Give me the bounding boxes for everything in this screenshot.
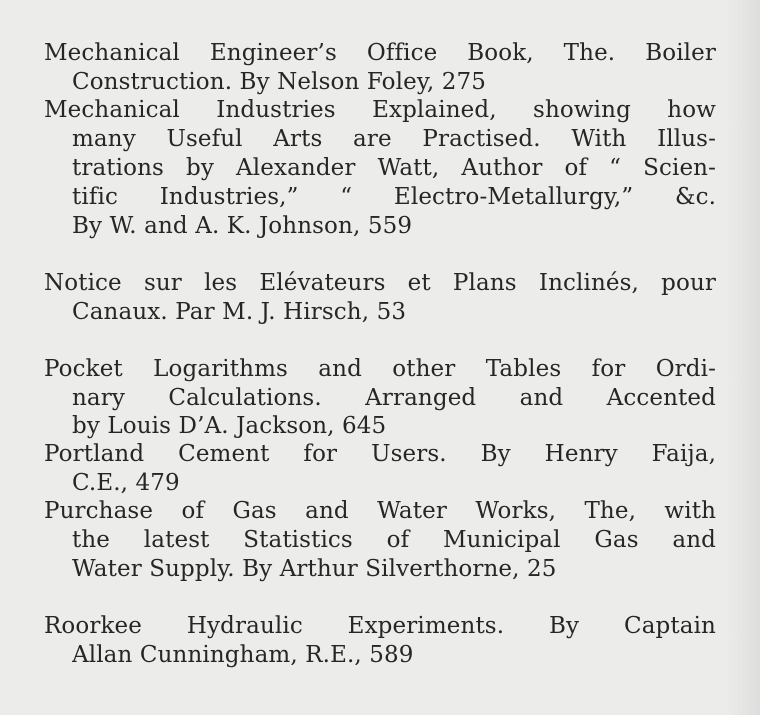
entry-line: by Louis D’A. Jackson, 645 — [72, 413, 387, 439]
entry-line: Canaux. Par M. J. Hirsch, 53 — [72, 299, 407, 325]
entry-line: Roorkee Hydraulic Experiments. By Captain — [44, 613, 716, 639]
entry-line: Construction. By Nelson Foley, 275 — [72, 69, 487, 95]
entry-line: nary Calculations. Arranged and Accented — [72, 385, 716, 411]
entry-line: Pocket Logarithms and other Tables for Ordi- — [44, 356, 716, 382]
entry-line: By W. and A. K. Johnson, 559 — [72, 213, 413, 239]
entry-line: Mechanical Engineer’s Office Book, The. Boiler — [44, 40, 716, 66]
page-edge-shadow — [726, 0, 760, 715]
entry-line: many Useful Arts are Practised. With Illus- — [72, 126, 716, 152]
entry-line: tific Industries,” “ Electro-Metallurgy,” &c. — [72, 184, 716, 210]
entry-line: Purchase of Gas and Water Works, The, with — [44, 498, 716, 524]
entry-line: Portland Cement for Users. By Henry Faija, — [44, 441, 716, 467]
entry-line: C.E., 479 — [72, 470, 180, 496]
entry-line: the latest Statistics of Municipal Gas and — [72, 527, 716, 553]
entry-line: Water Supply. By Arthur Silverthorne, 25 — [72, 556, 557, 582]
entry-line: trations by Alexander Watt, Author of “ Scien- — [72, 155, 716, 181]
entry-line: Notice sur les Elévateurs et Plans Inclinés, pour — [44, 270, 716, 296]
entry-line: Allan Cunningham, R.E., 589 — [72, 642, 414, 668]
entry-line: Mechanical Industries Explained, showing how — [44, 97, 716, 123]
